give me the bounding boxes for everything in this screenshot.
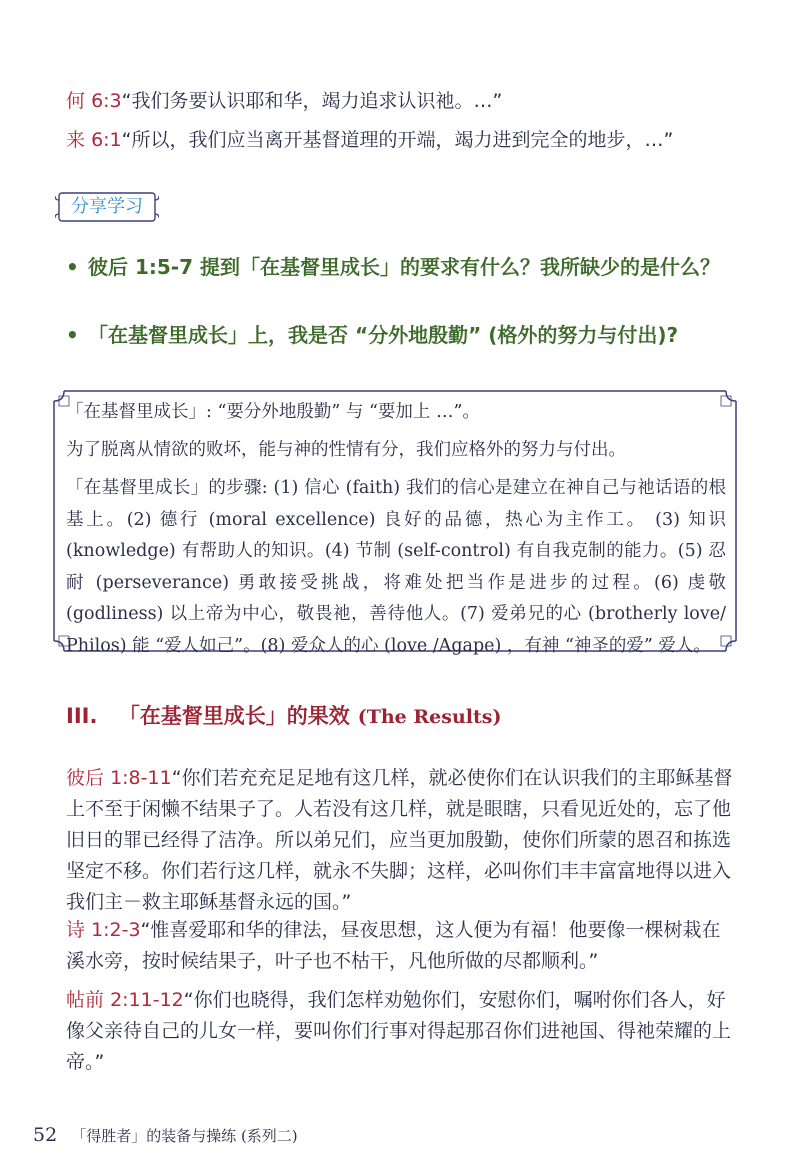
verse-hosea [66, 86, 736, 117]
bullet-icon: • [66, 255, 79, 279]
verse-num: 6:1 [91, 129, 122, 151]
section-title-en: (The Results) [357, 706, 502, 728]
question-text: 彼后 1:5-7 提到「在基督里成长」的要求有什么？我所缺少的是什么？ [88, 255, 720, 279]
verse-text: “你们也晓得，我们怎样劝勉你们，安慰你们，嘱咐你们各人，好像父亲待自己的儿女一样，要叫你们行事对得起那召你们进祂国、得祂荣耀的上帝。” [66, 989, 732, 1073]
verse-num: 1:2-3 [91, 919, 141, 941]
verse-num: 1:8-11 [110, 767, 172, 789]
verse-text: “你们若充充足足地有这几样，就必使你们在认识我们的主耶稣基督上不至于闲懒不结果子了。人若没有这几样，就是眼瞎，只看见近处的，忘了他旧日的罪已经得了洁净。所以弟兄们，应当更加殷勤，使你们所蒙的恩召和拣选坚定不移。你们若行这几样，就永不失脚；这样，必叫你们丰丰富富地得以进入我们主－救主耶稣基督永远的国。” [66, 767, 733, 913]
section-number: III. [66, 704, 98, 728]
verse-2peter [66, 763, 736, 918]
share-label: 分享学习 [71, 196, 143, 217]
verse-ref: 何 [66, 90, 86, 112]
verse-1thess [66, 985, 736, 1078]
box-paragraph-3: 「在基督里成长」的步骤: (1) 信心 (faith) 我们的信心是建立在神自己与祂话语的根基上。(2) 德行 (moral excellence) 良好的品德，热心为主作工。 (3) 知识 (knowledge) 有帮助人的知识。(4) 节制 (self-control) 有自我克制的能力。(5) 忍耐 (perseverance) 勇敢接受挑战，将难处把当作是进步的过程。(6) 虔敬 (godliness) 以上帝为中心，敬畏祂，善待他人。(7) 爱弟兄的心 (brotherly love/ Philos) 能 “爱人如己”。(8) 爱众人的心 (love /Agape) ，有神 “神圣的爱” 爱人。 [66, 478, 726, 656]
verse-hebrews [66, 125, 736, 156]
box-paragraph-1: 「在基督里成长」: “要分外地殷勤” 与 “要加上 …”。 [66, 402, 480, 422]
summary-box [52, 389, 738, 656]
verse-ref: 帖前 [66, 989, 105, 1011]
verse-text: “惟喜爱耶和华的律法，昼夜思想，这人便为有福！他要像一棵树栽在溪水旁，按时候结果子，叶子也不枯干，凡他所做的尽都顺利。” [66, 919, 721, 972]
question-text: 「在基督里成长」上，我是否 “分外地殷勤” (格外的努力与付出)? [88, 323, 679, 347]
section-heading [66, 700, 736, 733]
question-item [66, 252, 736, 282]
question-item [66, 320, 736, 350]
verse-num: 2:11-12 [110, 989, 184, 1011]
verse-ref: 诗 [66, 919, 86, 941]
verse-text: “我们务要认识耶和华，竭力追求认识祂。…” [121, 90, 503, 112]
share-learning-tag [55, 190, 159, 224]
verse-num: 6:3 [91, 90, 122, 112]
book-title: 「得胜者」的装备与操练 (系列二) [71, 1127, 298, 1145]
verse-ref: 彼后 [66, 767, 105, 789]
verse-ref: 来 [66, 129, 86, 151]
verse-text: “所以，我们应当离开基督道理的开端，竭力进到完全的地步，…” [121, 129, 674, 151]
bullet-icon: • [66, 323, 79, 347]
section-title: 「在基督里成长」的果效 [118, 704, 350, 728]
page-footer [33, 1124, 298, 1146]
verse-psalm [66, 915, 736, 977]
page-number: 52 [33, 1124, 58, 1146]
box-paragraph-2: 为了脱离从情欲的败坏，能与神的性情有分，我们应格外的努力与付出。 [66, 440, 626, 460]
